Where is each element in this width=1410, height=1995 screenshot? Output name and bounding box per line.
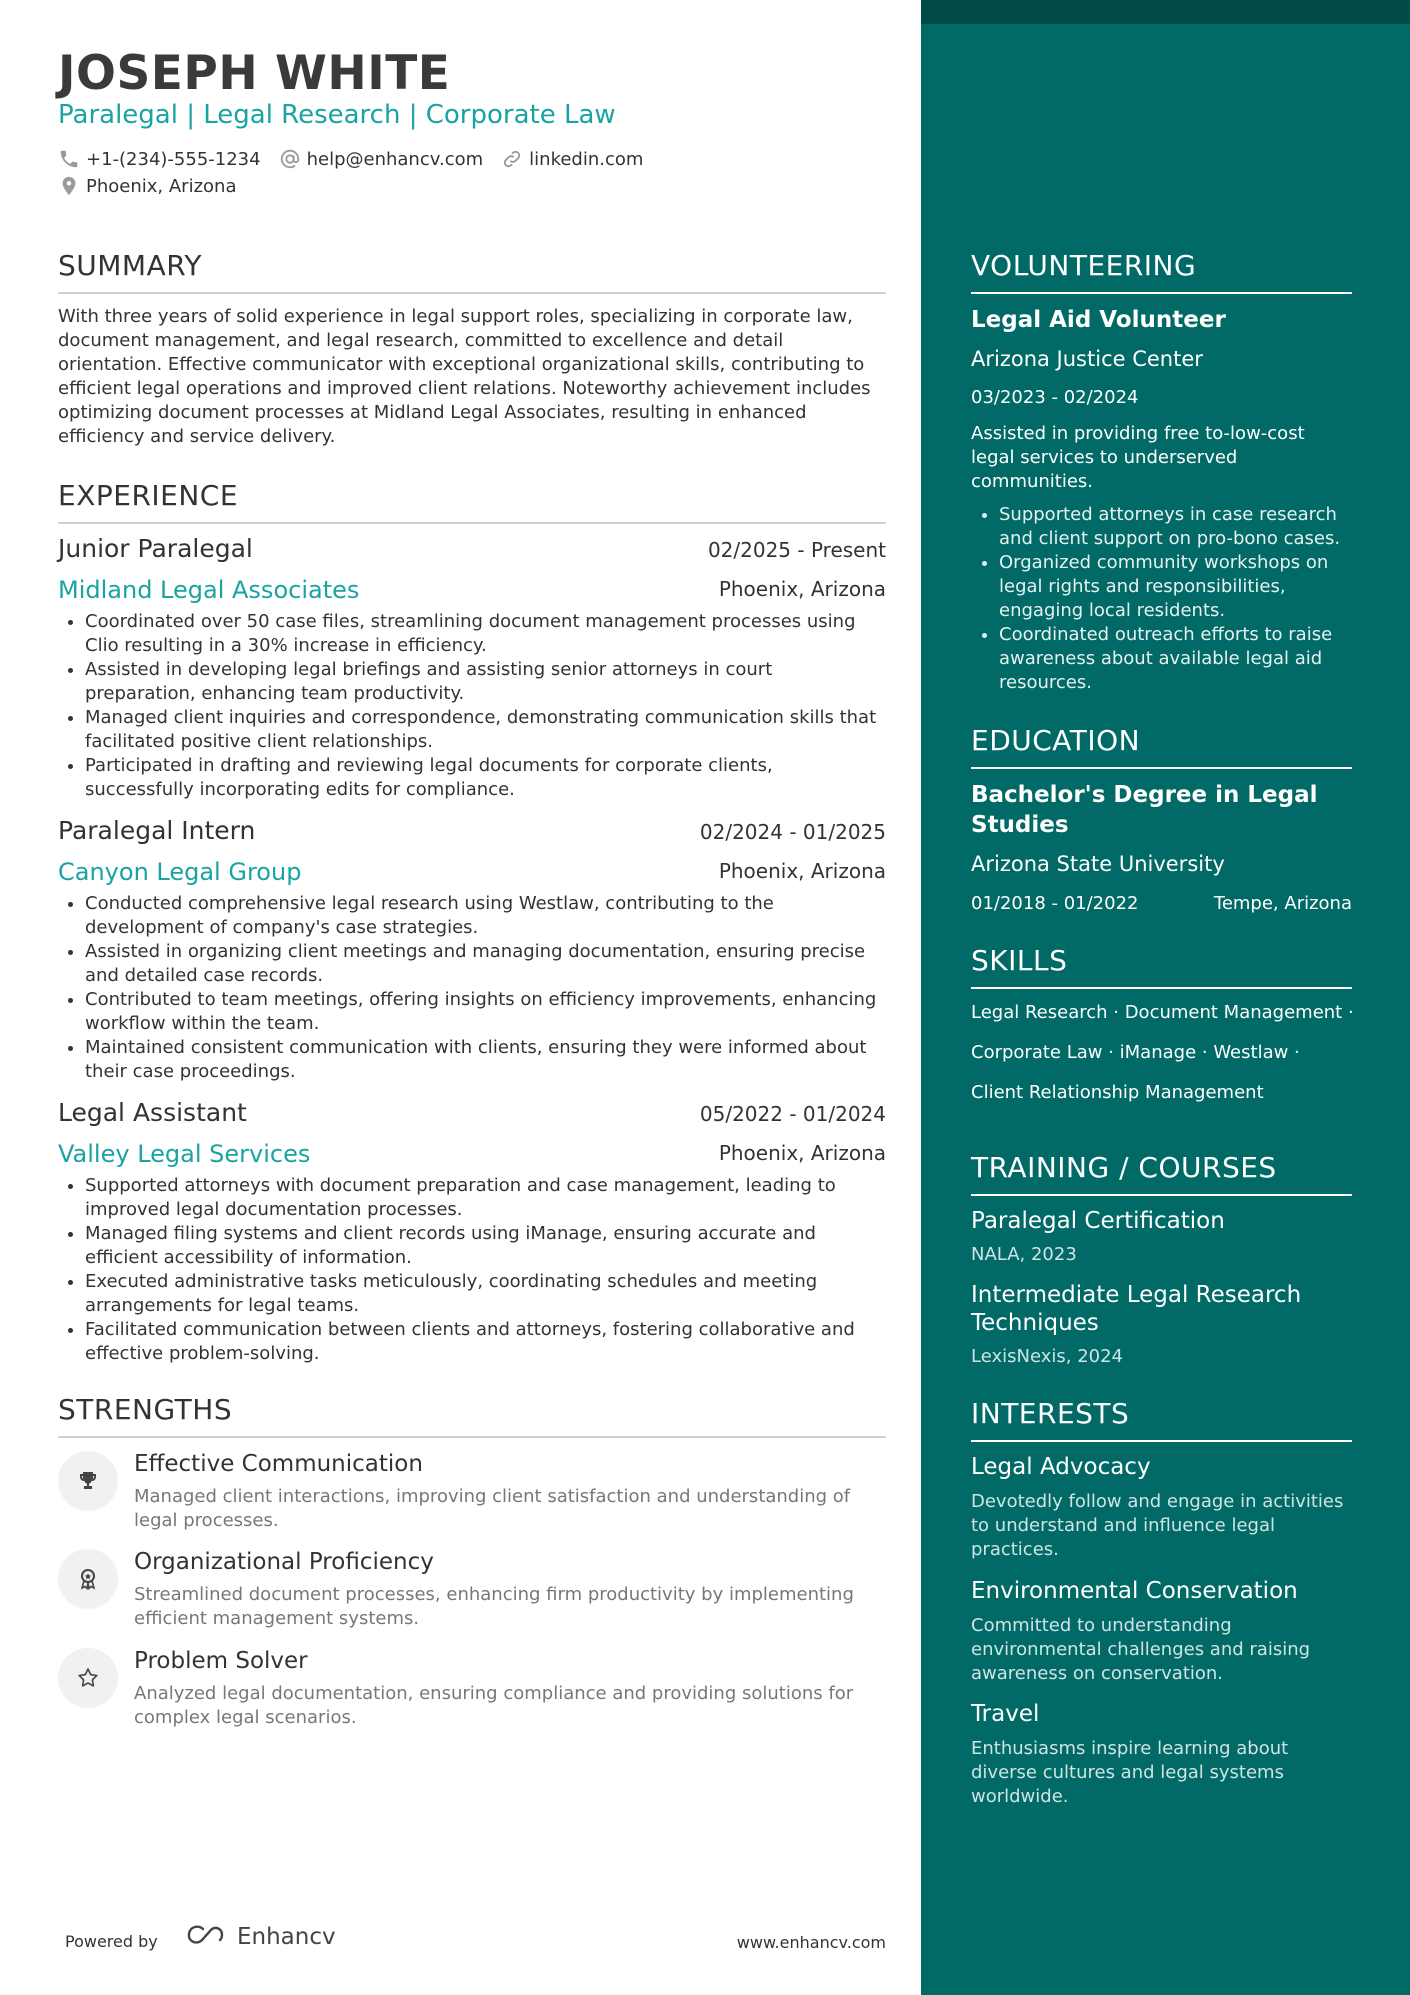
main-column — [58, 0, 886, 1995]
skills-heading: SKILLS — [971, 944, 1352, 989]
volunteer-bullet: • Organized community workshops on legal rights and responsibilities, engaging local residents. — [999, 551, 1352, 623]
job-location: Phoenix, Arizona — [718, 577, 886, 601]
training-meta: LexisNexis, 2024 — [971, 1346, 1124, 1367]
location-pin-icon — [58, 175, 80, 197]
phone-text: +1-(234)-555-1234 — [86, 148, 261, 170]
interest-name: Travel — [971, 1701, 1040, 1727]
strength-title: Organizational Proficiency — [134, 1549, 434, 1575]
skills-line: Client Relationship Management — [971, 1082, 1264, 1103]
interest-description: Enthusiasms inspire learning about diverse cultures and legal systems worldwide. — [971, 1738, 1289, 1807]
job-bullet: • Conducted comprehensive legal research using Westlaw, contributing to the development of company's case strategies. — [85, 892, 886, 940]
job-bullet: • Participated in drafting and reviewing legal documents for corporate clients, successfully incorporating edits for compliance. — [85, 754, 886, 802]
strength-description: Managed client interactions, improving client satisfaction and understanding of legal processes. — [134, 1486, 851, 1531]
job-bullet: • Supported attorneys with document preparation and case management, leading to improved legal documentation processes. — [85, 1174, 886, 1222]
interests-heading: INTERESTS — [971, 1397, 1352, 1442]
skills-line: Legal Research · Document Management · — [971, 1002, 1354, 1023]
job-bullet: • Contributed to team meetings, offering insights on efficiency improvements, enhancing workflow within the team. — [85, 988, 886, 1036]
job-company: Canyon Legal Group — [58, 858, 302, 886]
job-bullet: • Managed client inquiries and correspondence, demonstrating communication skills that facilitated positive client relationships. — [85, 706, 886, 754]
job-date: 02/2025 - Present — [707, 538, 886, 562]
strengths-heading: STRENGTHS — [58, 1393, 886, 1438]
job-company: Valley Legal Services — [58, 1140, 311, 1168]
training-name: Intermediate Legal Research Techniques — [971, 1282, 1302, 1336]
volunteering-heading: VOLUNTEERING — [971, 249, 1352, 294]
interest-name: Environmental Conservation — [971, 1578, 1298, 1604]
job-title: Legal Assistant — [58, 1098, 247, 1127]
volunteer-bullet: • Coordinated outreach efforts to raise awareness about available legal aid resources. — [999, 623, 1352, 695]
job-date: 05/2022 - 01/2024 — [699, 1102, 886, 1126]
enhancv-logo-icon — [183, 1924, 231, 1950]
job-bullet: • Assisted in developing legal briefings and assisting senior attorneys in court preparation, enhancing team productivity. — [85, 658, 886, 706]
skills-list — [971, 993, 1371, 1113]
education-location: Tempe, Arizona — [1213, 893, 1352, 914]
candidate-headline: Paralegal | Legal Research | Corporate Law — [58, 100, 616, 130]
education-school: Arizona State University — [971, 852, 1225, 876]
job-bullet: • Maintained consistent communication with clients, ensuring they were informed about their case proceedings. — [85, 1036, 886, 1084]
training-name: Paralegal Certification — [971, 1208, 1225, 1234]
email-text: help@enhancv.com — [306, 148, 484, 170]
trophy-icon — [58, 1451, 118, 1511]
interest-name: Legal Advocacy — [971, 1454, 1151, 1480]
contact-phone[interactable] — [58, 148, 261, 170]
sidebar — [921, 0, 1410, 1995]
contact-linkedin[interactable] — [501, 148, 643, 170]
at-icon — [279, 148, 301, 170]
education-degree: Bachelor's Degree in Legal Studies — [971, 782, 1318, 838]
job-bullet: • Coordinated over 50 case files, streamlining document management processes using Clio resulting in a 30% increase in efficiency. — [85, 610, 886, 658]
volunteer-org: Arizona Justice Center — [971, 347, 1203, 371]
volunteer-bullet: • Supported attorneys in case research and client support on pro-bono cases. — [999, 503, 1352, 551]
contact-location — [58, 175, 236, 197]
experience-heading: EXPERIENCE — [58, 479, 886, 524]
contact-email[interactable] — [279, 148, 484, 170]
job-location: Phoenix, Arizona — [718, 1141, 886, 1165]
star-icon — [58, 1648, 118, 1708]
strength-description: Streamlined document processes, enhancing firm productivity by implementing efficient management systems. — [134, 1584, 854, 1629]
job-bullet: • Facilitated communication between clients and attorneys, fostering collaborative and effective problem-solving. — [85, 1318, 886, 1366]
location-text: Phoenix, Arizona — [86, 175, 237, 197]
summary-heading: SUMMARY — [58, 249, 886, 294]
volunteer-role: Legal Aid Volunteer — [971, 307, 1226, 333]
volunteer-bullets — [971, 503, 1352, 695]
award-icon — [58, 1549, 118, 1609]
job-company: Midland Legal Associates — [58, 576, 360, 604]
job-bullets — [58, 892, 886, 1084]
job-bullet: • Executed administrative tasks meticulously, coordinating schedules and meeting arrangements for legal teams. — [85, 1270, 886, 1318]
sidebar-top-band — [921, 0, 1410, 24]
skills-line: Corporate Law · iManage · Westlaw · — [971, 1042, 1300, 1063]
job-bullet: • Assisted in organizing client meetings and managing documentation, ensuring precise and detailed case records. — [85, 940, 886, 988]
training-heading: TRAINING / COURSES — [971, 1151, 1352, 1196]
enhancv-logo-text: Enhancv — [237, 1924, 336, 1950]
volunteer-date: 03/2023 - 02/2024 — [971, 387, 1139, 408]
education-date: 01/2018 - 01/2022 — [971, 893, 1139, 914]
volunteer-description: Assisted in providing free to-low-cost legal services to underserved communities. — [971, 423, 1305, 492]
interest-description: Devotedly follow and engage in activities to understand and influence legal practices. — [971, 1491, 1344, 1560]
job-date: 02/2024 - 01/2025 — [699, 820, 886, 844]
job-title: Paralegal Intern — [58, 816, 256, 845]
strength-description: Analyzed legal documentation, ensuring compliance and providing solutions for complex legal scenarios. — [134, 1683, 854, 1728]
strength-title: Problem Solver — [134, 1648, 308, 1674]
job-bullets — [58, 610, 886, 802]
candidate-name: JOSEPH WHITE — [58, 46, 451, 101]
linkedin-text: linkedin.com — [529, 148, 644, 170]
job-location: Phoenix, Arizona — [718, 859, 886, 883]
footer-url[interactable]: www.enhancv.com — [736, 1933, 886, 1952]
enhancv-logo[interactable] — [183, 1924, 336, 1950]
education-heading: EDUCATION — [971, 724, 1352, 769]
powered-by-label: Powered by — [65, 1932, 158, 1951]
job-title: Junior Paralegal — [58, 534, 253, 563]
job-bullet: • Managed filing systems and client records using iManage, ensuring accurate and efficient accessibility of information. — [85, 1222, 886, 1270]
phone-icon — [58, 148, 80, 170]
volunteer-bullets-wrap — [971, 503, 1352, 695]
contact-row — [58, 148, 661, 170]
summary-text: With three years of solid experience in legal support roles, specializing in corporate law, document management, and legal research, committed to excellence and detail orientation. Effective communicator with exceptional organizational skills, contributing to efficient legal operations and improved client relations. Noteworthy achievement includes optimizing document processes at Midland Legal Associates, resulting in enhanced efficiency and service delivery. — [58, 306, 871, 447]
link-icon — [501, 148, 523, 170]
interest-description: Committed to understanding environmental challenges and raising awareness on conservation. — [971, 1615, 1311, 1684]
strength-title: Effective Communication — [134, 1451, 423, 1477]
training-meta: NALA, 2023 — [971, 1244, 1077, 1265]
job-bullets — [58, 1174, 886, 1366]
